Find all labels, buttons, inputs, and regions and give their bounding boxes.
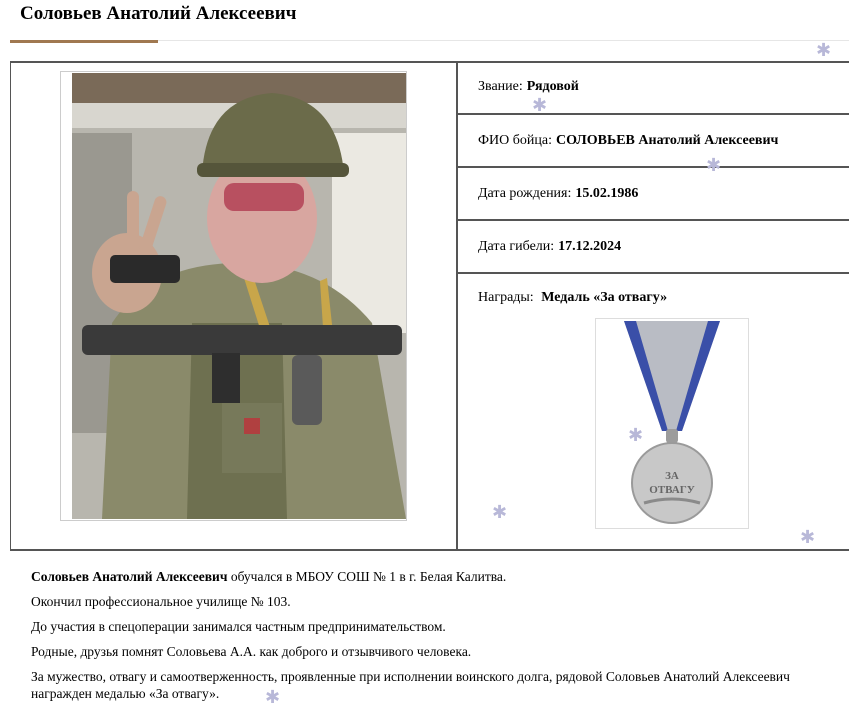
birth-label: Дата рождения:	[478, 185, 572, 201]
death-label: Дата гибели:	[478, 238, 555, 254]
fio-value: СОЛОВЬЕВ Анатолий Алексеевич	[556, 132, 779, 148]
birth-value: 15.02.1986	[575, 185, 639, 201]
medal-image	[595, 318, 749, 529]
rank-value: Рядовой	[526, 79, 579, 94]
row-rank	[458, 61, 849, 115]
soldier-photo	[72, 73, 406, 519]
awards-label: Награды:	[478, 290, 534, 305]
rank-label: Звание:	[478, 79, 523, 94]
snowflake-icon: ✱	[532, 95, 548, 116]
fio-label: ФИО бойца:	[478, 132, 552, 148]
row-death-date	[458, 221, 849, 274]
title-accent-rule	[10, 40, 158, 43]
bio-paragraph-5: За мужество, отвагу и самоотверженность, проявленные при исполнении воинского долга, рядовой Соловьев Анатолий Алексеевич награжден медалью «За отвагу».	[31, 669, 790, 701]
row-birth-date	[458, 168, 849, 221]
snowflake-icon: ✱	[816, 40, 832, 61]
awards-value: Медаль «За отвагу»	[541, 290, 668, 305]
row-fio	[458, 115, 849, 168]
medal-text-otvagu: ОТВАГУ	[649, 484, 695, 496]
medal-text-za: ЗА	[665, 470, 679, 482]
snowflake-icon: ✱	[706, 155, 722, 176]
snowflake-icon: ✱	[628, 425, 644, 446]
bio-paragraph-4: Родные, друзья помнят Соловьева А.А. как доброго и отзывчивого человека.	[31, 644, 472, 659]
bio-paragraph-3: До участия в спецоперации занимался частным предпринимательством.	[31, 619, 446, 634]
bio-paragraph-2: Окончил профессиональное училище № 103.	[31, 594, 291, 609]
bio-name: Соловьев Анатолий Алексеевич	[31, 569, 228, 584]
row-awards	[478, 290, 667, 306]
snowflake-icon: ✱	[800, 527, 816, 548]
bio-paragraph-1	[31, 568, 841, 585]
snowflake-icon: ✱	[265, 687, 281, 708]
biography	[31, 568, 841, 710]
page-title: Соловьев Анатолий Алексеевич	[20, 3, 297, 24]
bio-p1-text: обучался в МБОУ СОШ № 1 в г. Белая Калитва.	[227, 569, 507, 584]
snowflake-icon: ✱	[492, 502, 508, 523]
death-value: 17.12.2024	[558, 238, 622, 254]
